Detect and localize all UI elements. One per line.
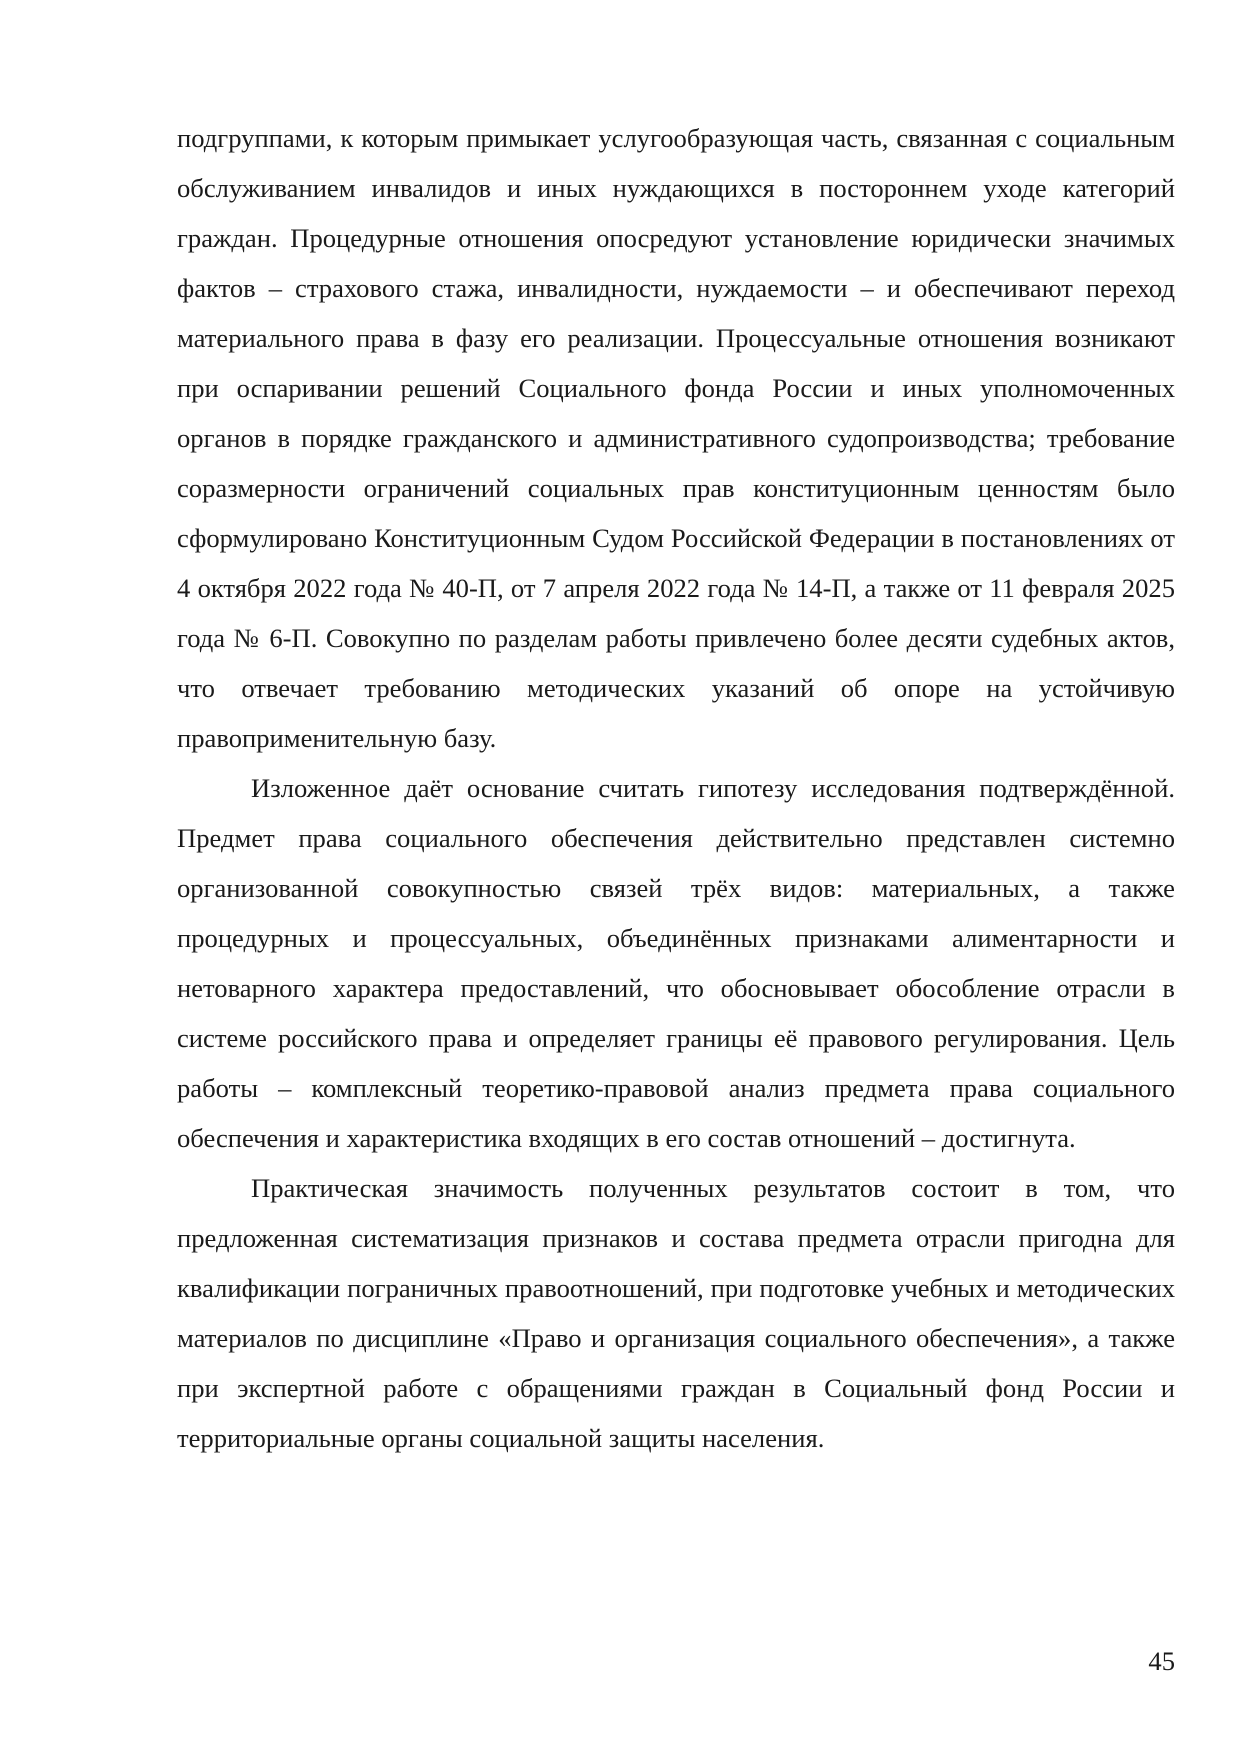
paragraph-2: Изложенное даёт основание считать гипотезу исследования подтверждённой. Предмет права социального обеспечения действительно представлен системно организованной совокупностью связей трёх видов: материальных, а также процедурных и процессуальных, объединённых признаками алиментарности и нетоварного характера предоставлений, что обосновывает обособление отрасли в системе российского права и определяет границы её правового регулирования. Цель работы – комплексный теоретико-правовой анализ предмета права социального обеспечения и характеристика входящих в его состав отношений – достигнута. bbox=[177, 773, 1175, 1153]
paragraph-3: Практическая значимость полученных результатов состоит в том, что предложенная систематизация признаков и состава предмета отрасли пригодна для квалификации пограничных правоотношений, при подготовке учебных и методических материалов по дисциплине «Право и организация социального обеспечения», а также при экспертной работе с обращениями граждан в Социальный фонд России и территориальные органы социальной защиты населения. bbox=[177, 1173, 1175, 1453]
document-body bbox=[177, 113, 1175, 1463]
paragraph-1: подгруппами, к которым примыкает услугообразующая часть, связанная с социальным обслуживанием инвалидов и иных нуждающихся в постороннем уходе категорий граждан. Процедурные отношения опосредуют установление юридически значимых фактов – страхового стажа, инвалидности, нуждаемости – и обеспечивают переход материального права в фазу его реализации. Процессуальные отношения возникают при оспаривании решений Социального фонда России и иных уполномоченных органов в порядке гражданского и административного судопроизводства; требование соразмерности ограничений социальных прав конституционным ценностям было сформулировано Конституционным Судом Российской Федерации в постановлениях от 4 октября 2022 года № 40-П, от 7 апреля 2022 года № 14-П, а также от 11 февраля 2025 года № 6-П. Совокупно по разделам работы привлечено более десяти судебных актов, что отвечает требованию методических указаний об опоре на устойчивую правоприменительную базу. bbox=[177, 123, 1175, 753]
page-number: 45 bbox=[1148, 1646, 1175, 1676]
